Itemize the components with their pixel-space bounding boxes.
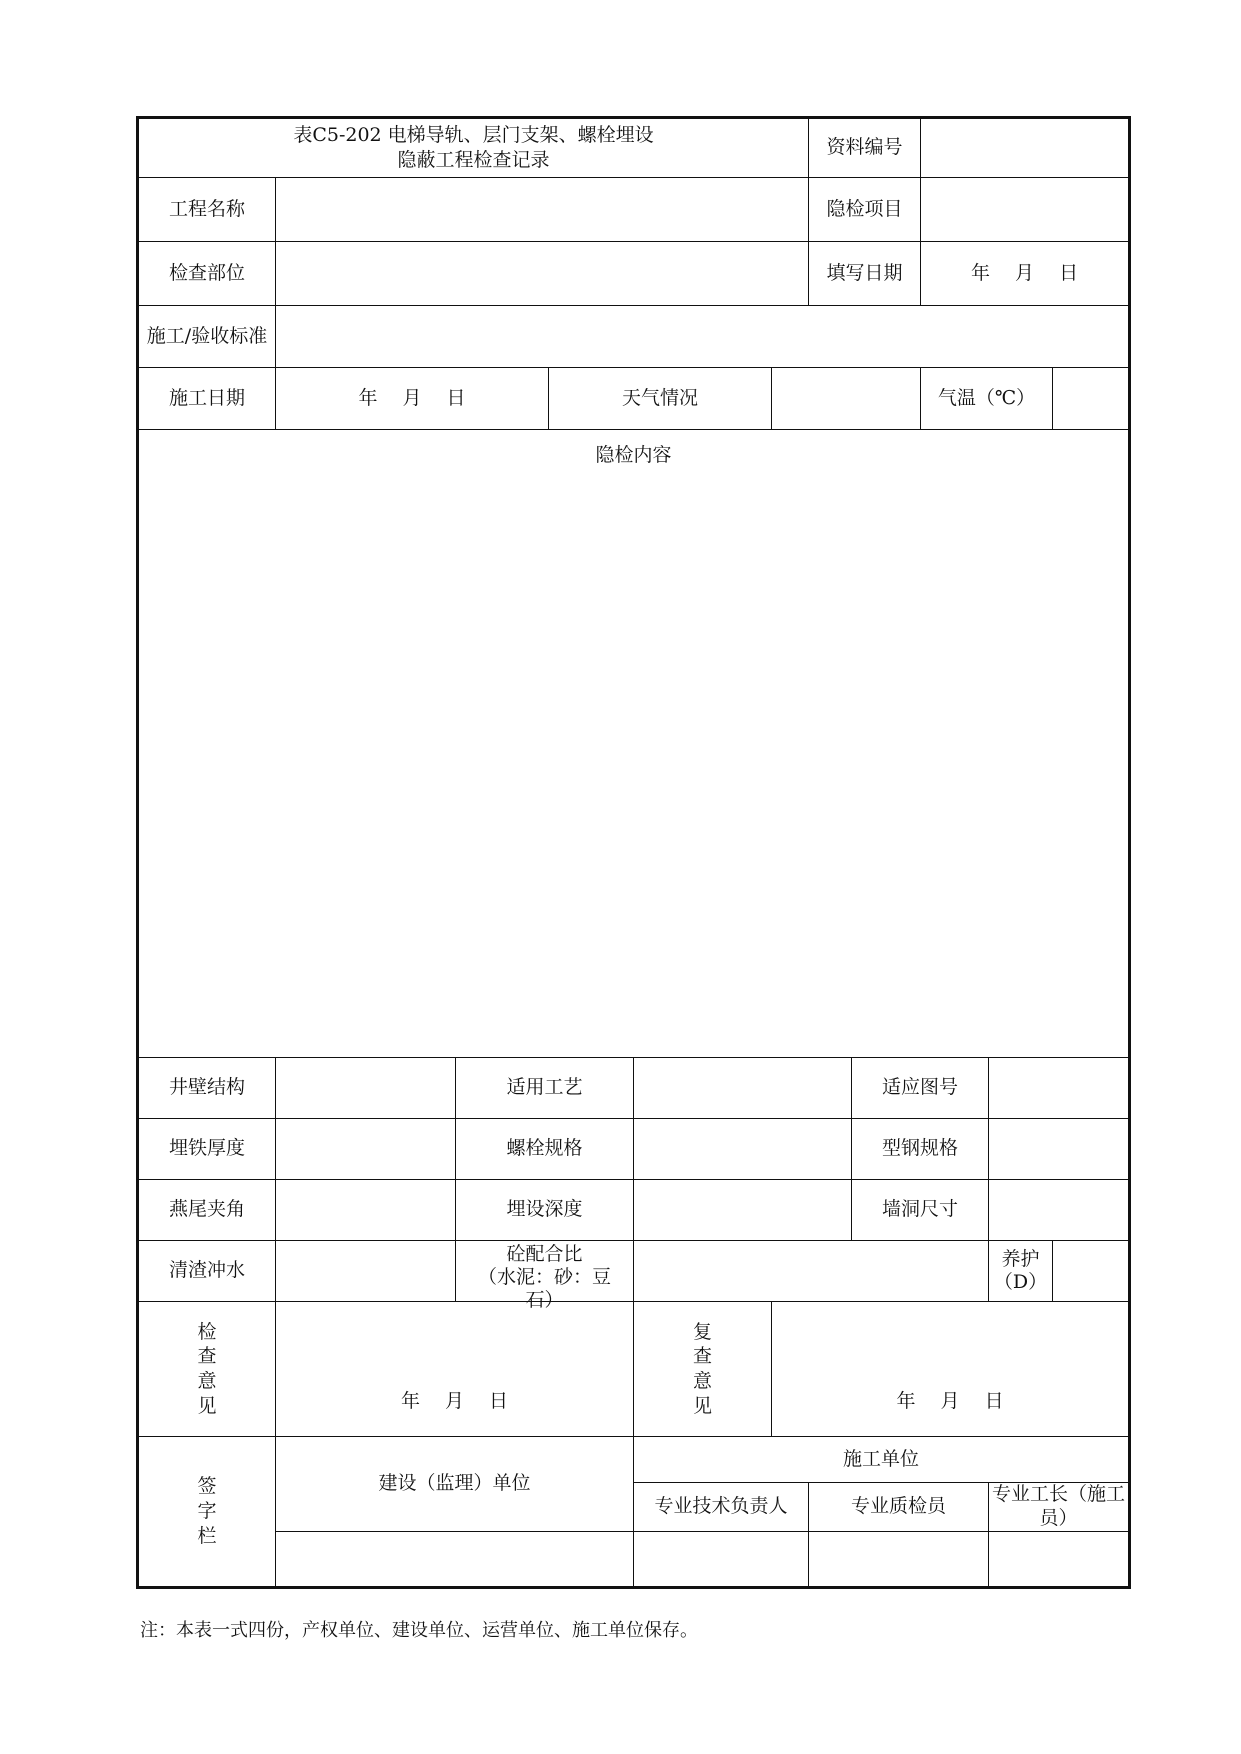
recheck-char-3: 意 xyxy=(692,1370,712,1392)
signature-char-1: 签 xyxy=(197,1475,217,1498)
drawing-no-label: 适应图号 xyxy=(852,1058,989,1119)
well-wall-field[interactable] xyxy=(276,1058,456,1119)
owner-unit-signature[interactable] xyxy=(276,1531,634,1587)
curing-label xyxy=(989,1241,1053,1302)
foreman-signature[interactable] xyxy=(989,1531,1130,1587)
construction-unit-label: 施工单位 xyxy=(634,1437,1130,1483)
hidden-item-field[interactable] xyxy=(921,178,1130,242)
curing-line1: 养护 xyxy=(1001,1248,1040,1271)
quality-inspector-signature[interactable] xyxy=(809,1531,989,1587)
recheck-char-4: 见 xyxy=(692,1394,712,1417)
process-field[interactable] xyxy=(634,1058,852,1119)
embed-depth-field[interactable] xyxy=(634,1180,852,1241)
concrete-ratio-line1: 砼配合比 xyxy=(506,1243,583,1266)
tech-lead-label: 专业技术负责人 xyxy=(634,1483,809,1532)
construct-date-field[interactable]: 年 月 日 xyxy=(276,368,549,430)
signature-label xyxy=(138,1437,276,1588)
check-opinion-label xyxy=(138,1302,276,1437)
recheck-char-1: 复 xyxy=(692,1320,712,1343)
steel-spec-field[interactable] xyxy=(989,1119,1130,1180)
check-char-2: 查 xyxy=(197,1345,217,1368)
foreman-label: 专业工长（施工员） xyxy=(989,1483,1130,1532)
tech-lead-signature[interactable] xyxy=(634,1531,809,1587)
drawing-no-field[interactable] xyxy=(989,1058,1130,1119)
hidden-item-label: 隐检项目 xyxy=(809,178,921,242)
process-label: 适用工艺 xyxy=(456,1058,634,1119)
curing-field[interactable] xyxy=(1053,1241,1130,1302)
check-opinion-field[interactable] xyxy=(276,1302,634,1437)
doc-no-label: 资料编号 xyxy=(809,118,921,178)
temp-field[interactable] xyxy=(1053,368,1130,430)
form-title-line1: 表C5-202 电梯导轨、层门支架、螺栓埋设 xyxy=(293,124,654,147)
well-wall-label: 井壁结构 xyxy=(138,1058,276,1119)
recheck-opinion-date: 年 月 日 xyxy=(896,1390,1004,1413)
owner-unit-label: 建设（监理）单位 xyxy=(276,1437,634,1532)
concrete-ratio-line2: （水泥：砂：豆 xyxy=(477,1266,611,1288)
dovetail-angle-label: 燕尾夹角 xyxy=(138,1180,276,1241)
embed-thickness-field[interactable] xyxy=(276,1119,456,1180)
clean-flush-label: 清渣冲水 xyxy=(138,1241,276,1302)
fill-date-field[interactable]: 年 月 日 xyxy=(921,242,1130,306)
bolt-spec-field[interactable] xyxy=(634,1119,852,1180)
inspect-part-label: 检查部位 xyxy=(138,242,276,306)
check-char-4: 见 xyxy=(197,1394,217,1417)
hidden-content-label: 隐检内容 xyxy=(595,444,672,466)
check-opinion-date: 年 月 日 xyxy=(400,1390,509,1413)
dovetail-angle-field[interactable] xyxy=(276,1180,456,1241)
form-title xyxy=(138,118,809,178)
steel-spec-label: 型钢规格 xyxy=(852,1119,989,1180)
check-char-3: 意 xyxy=(197,1370,217,1392)
quality-inspector-label: 专业质检员 xyxy=(809,1483,989,1532)
inspect-part-field[interactable] xyxy=(276,242,809,306)
embed-depth-label: 埋设深度 xyxy=(456,1180,634,1241)
footer-note: 注：本表一式四份，产权单位、建设单位、运营单位、施工单位保存。 xyxy=(140,1620,698,1641)
signature-char-3: 栏 xyxy=(197,1524,217,1547)
form-title-line2: 隐蔽工程检查记录 xyxy=(397,149,550,171)
construct-date-label: 施工日期 xyxy=(138,368,276,430)
check-char-1: 检 xyxy=(197,1320,217,1343)
project-name-label: 工程名称 xyxy=(138,178,276,242)
temp-label: 气温（℃） xyxy=(921,368,1053,430)
concrete-ratio-line3: 石） xyxy=(525,1288,564,1311)
bolt-spec-label: 螺栓规格 xyxy=(456,1119,634,1180)
fill-date-label: 填写日期 xyxy=(809,242,921,306)
wall-hole-label: 墙洞尺寸 xyxy=(852,1180,989,1241)
recheck-opinion-field[interactable] xyxy=(772,1302,1130,1437)
embed-thickness-label: 埋铁厚度 xyxy=(138,1119,276,1180)
concrete-ratio-label xyxy=(456,1241,634,1311)
clean-flush-field[interactable] xyxy=(276,1241,456,1302)
inspection-record-table xyxy=(136,116,1131,1589)
weather-label: 天气情况 xyxy=(549,368,772,430)
wall-hole-field[interactable] xyxy=(989,1180,1130,1241)
recheck-opinion-label xyxy=(634,1302,772,1437)
signature-char-2: 字 xyxy=(197,1499,217,1522)
standard-label: 施工/验收标准 xyxy=(138,306,276,368)
concrete-ratio-field[interactable] xyxy=(634,1241,989,1302)
project-name-field[interactable] xyxy=(276,178,809,242)
weather-field[interactable] xyxy=(772,368,921,430)
standard-field[interactable] xyxy=(276,306,1130,368)
curing-line2: （D） xyxy=(993,1271,1048,1293)
recheck-char-2: 查 xyxy=(692,1345,712,1368)
doc-no-field[interactable] xyxy=(921,118,1130,178)
hidden-content-area[interactable] xyxy=(138,430,1130,1058)
